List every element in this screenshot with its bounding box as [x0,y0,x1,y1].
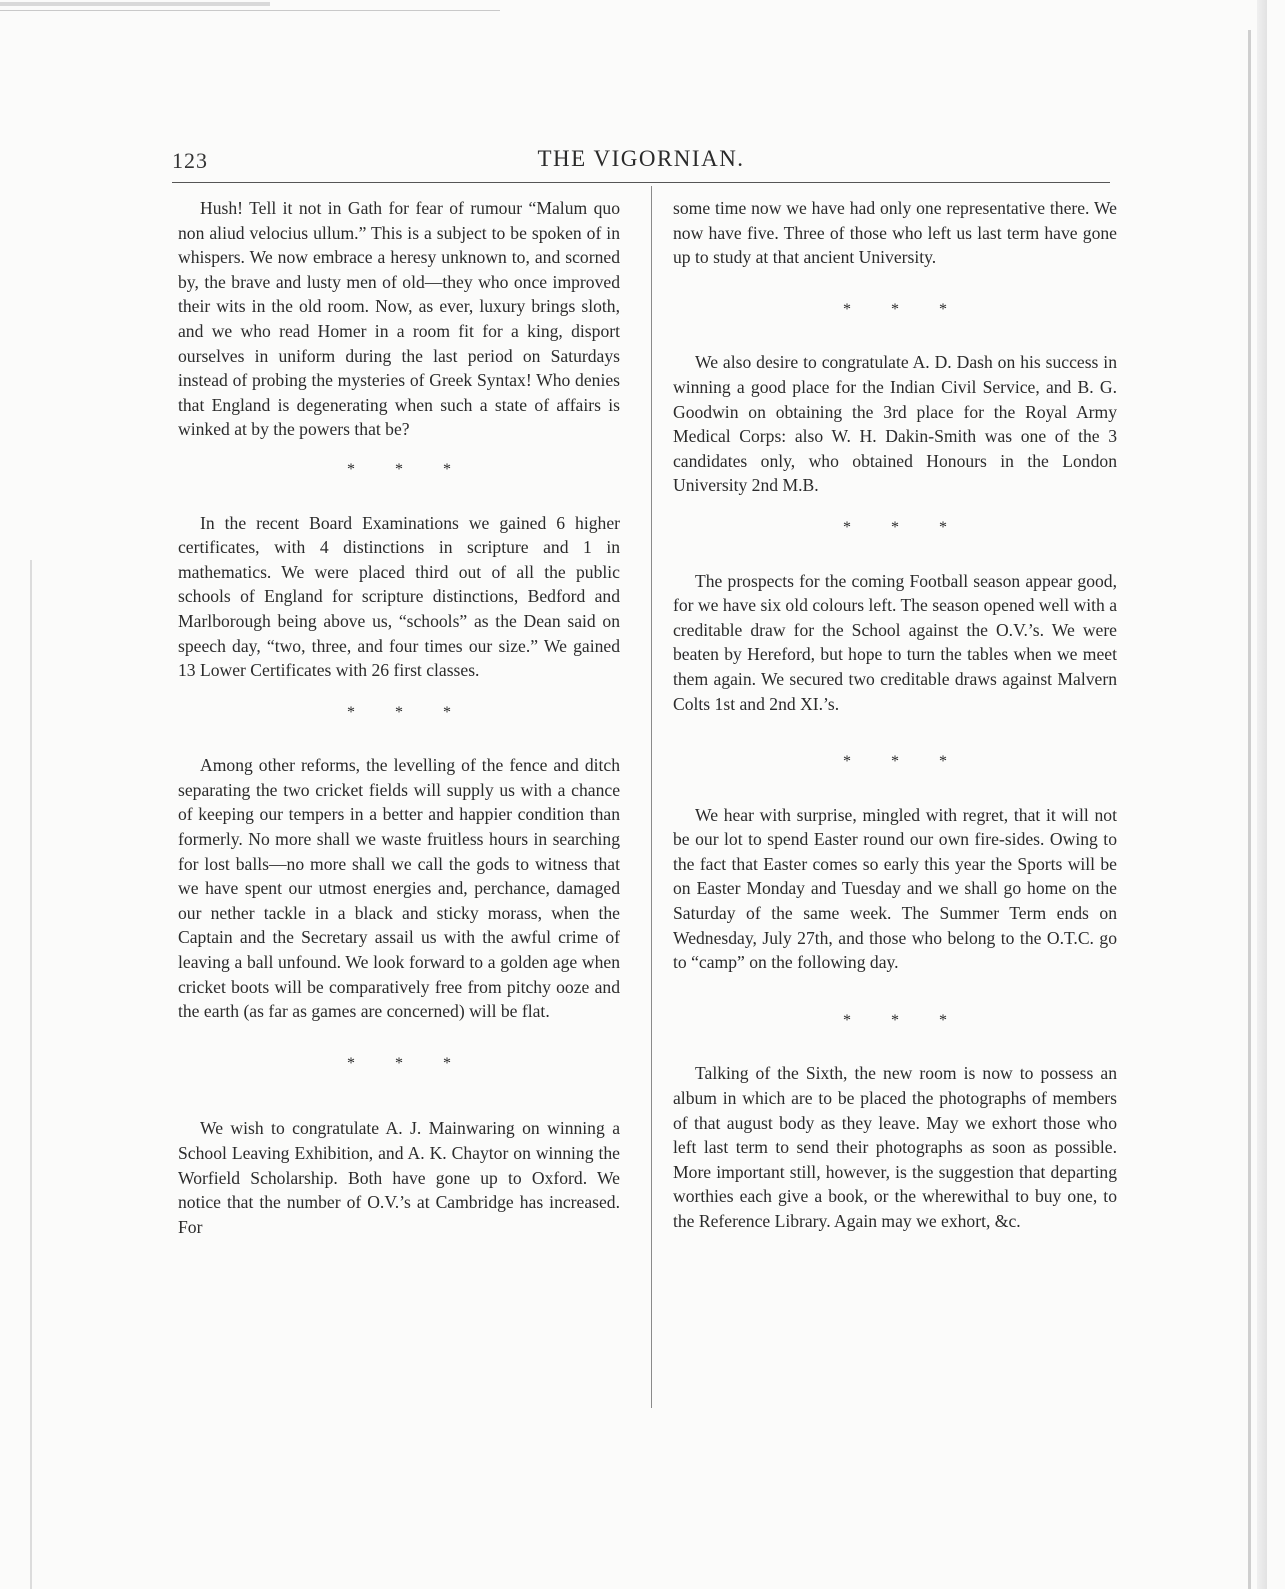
section-separator [178,458,620,483]
asterisk: * [939,518,947,536]
scan-edge-left [30,560,32,1589]
section-separator [673,750,1117,775]
asterisk: * [939,1011,947,1029]
asterisk: * [347,460,355,478]
asterisk: * [347,703,355,721]
running-header [172,146,1110,183]
asterisk: * [843,518,851,536]
asterisk: * [443,1054,451,1072]
asterisk: * [843,753,851,771]
asterisk: * [939,300,947,318]
section-separator [673,516,1117,541]
column-divider [651,186,652,1408]
asterisk: * [891,518,899,536]
asterisk: * [843,1011,851,1029]
left-column [178,196,620,1239]
page-number: 123 [172,148,208,173]
section-separator [178,1052,620,1077]
section-separator [673,298,1117,323]
asterisk: * [891,300,899,318]
journal-title: THE VIGORNIAN. [537,146,745,171]
paragraph-civil-service: We also desire to congratulate A. D. Dash on his success in winning a good place for the Indian Civil Service, and B. G. Goodwin on obtaining the 3rd place for the Royal Army Medical Corps: also W. H. Dakin-Smith was one of the 3 candidates only, who obtained Honours in the London University 2nd M.B. [673,352,1117,496]
paragraph-greek-syntax: Hush! Tell it not in Gath for fear of rumour “Malum quo non aliud velocius ullum.” This is a subject to be spoken of in whispers. We now embrace a heresy unknown to, and scorned by, the brave and lusty men of old—they who once improved their wits in the old room. Now, as ever, luxury brings sloth, and we who read Homer in a room fit for a king, disport ourselves in uniform during the last period on Saturdays instead of probing the mysteries of Greek Syntax! Who denies that England is degenerating when such a state of affairs is winked at by the powers that be? [178,198,620,440]
asterisk: * [891,753,899,771]
asterisk: * [891,1011,899,1029]
paragraph-cambridge-continued: some time now we have had only one representative there. We now have five. Three of those who left us last term have gone up to study at that ancient University. [673,198,1117,268]
paragraph-congratulations-oxford: We wish to congratulate A. J. Mainwaring on winning a School Leaving Exhibition, and A. K. Chaytor on winning the Worfield Scholarship. Both have gone up to Oxford. We notice that the number of O.V.’s at Cambridge has increased. For [178,1118,620,1237]
paragraph-easter-sports: We hear with surprise, mingled with regret, that it will not be our lot to spend Easter round our own fire-sides. Owing to the fact that Easter comes so early this year the Sports will be on Easter Monday and Tuesday and we shall go home on the Saturday of the same week. The Summer Term ends on Wednesday, July 27th, and those who belong to the O.T.C. go to “camp” on the following day. [673,804,1117,973]
paragraph-football-season: The prospects for the coming Football season appear good, for we have six old colours left. The season opened well with a creditable draw for the School against the O.V.’s. We were beaten by Hereford, but hope to turn the tables when we meet them again. We secured two creditable draws against Malvern Colts 1st and 2nd XI.’s. [673,570,1117,714]
asterisk: * [347,1054,355,1072]
asterisk: * [443,460,451,478]
section-separator [673,1009,1117,1034]
section-separator [178,701,620,726]
asterisk: * [939,753,947,771]
scan-edge-top [0,0,500,11]
paragraph-sixth-album: Talking of the Sixth, the new room is now to possess an album in which are to be placed the photographs of members of that august body as they leave. May we exhort those who left last term to send their photographs as soon as possible. More important still, however, is the suggestion that departing worthies each give a book, or the wherewithal to buy one, to the Reference Library. Again may we exhort, &c. [673,1063,1117,1231]
asterisk: * [395,703,403,721]
asterisk: * [443,703,451,721]
asterisk: * [843,300,851,318]
right-column [673,196,1117,1234]
asterisk: * [395,1054,403,1072]
asterisk: * [395,460,403,478]
paragraph-cricket-fields: Among other reforms, the levelling of the fence and ditch separating the two cricket fields will supply us with a chance of keeping our tempers in a better and happier condition than formerly. No more shall we waste fruitless hours in searching for lost balls—no more shall we call the gods to witness that we have spent our utmost energies and, perchance, damaged our nether tackle in a black and sticky morass, when the Captain and the Secretary assail us with the awful crime of leaving a ball unfound. We look forward to a golden age when cricket boots will be comparatively free from pitchy ooze and the earth (as far as games are concerned) will be flat. [178,755,620,1022]
paragraph-board-examinations: In the recent Board Examinations we gained 6 higher certificates, with 4 distinctions in scripture and 1 in mathematics. We were placed third out of all the public schools of England for scripture distinctions, Bedford and Marlborough being above us, “schools” as the Dean said on speech day, “two, three, and four times our size.” We gained 13 Lower Certificates with 26 first classes. [178,512,620,681]
scan-edge-right-shadow [1257,0,1267,1589]
scan-edge-right [1248,30,1251,1589]
